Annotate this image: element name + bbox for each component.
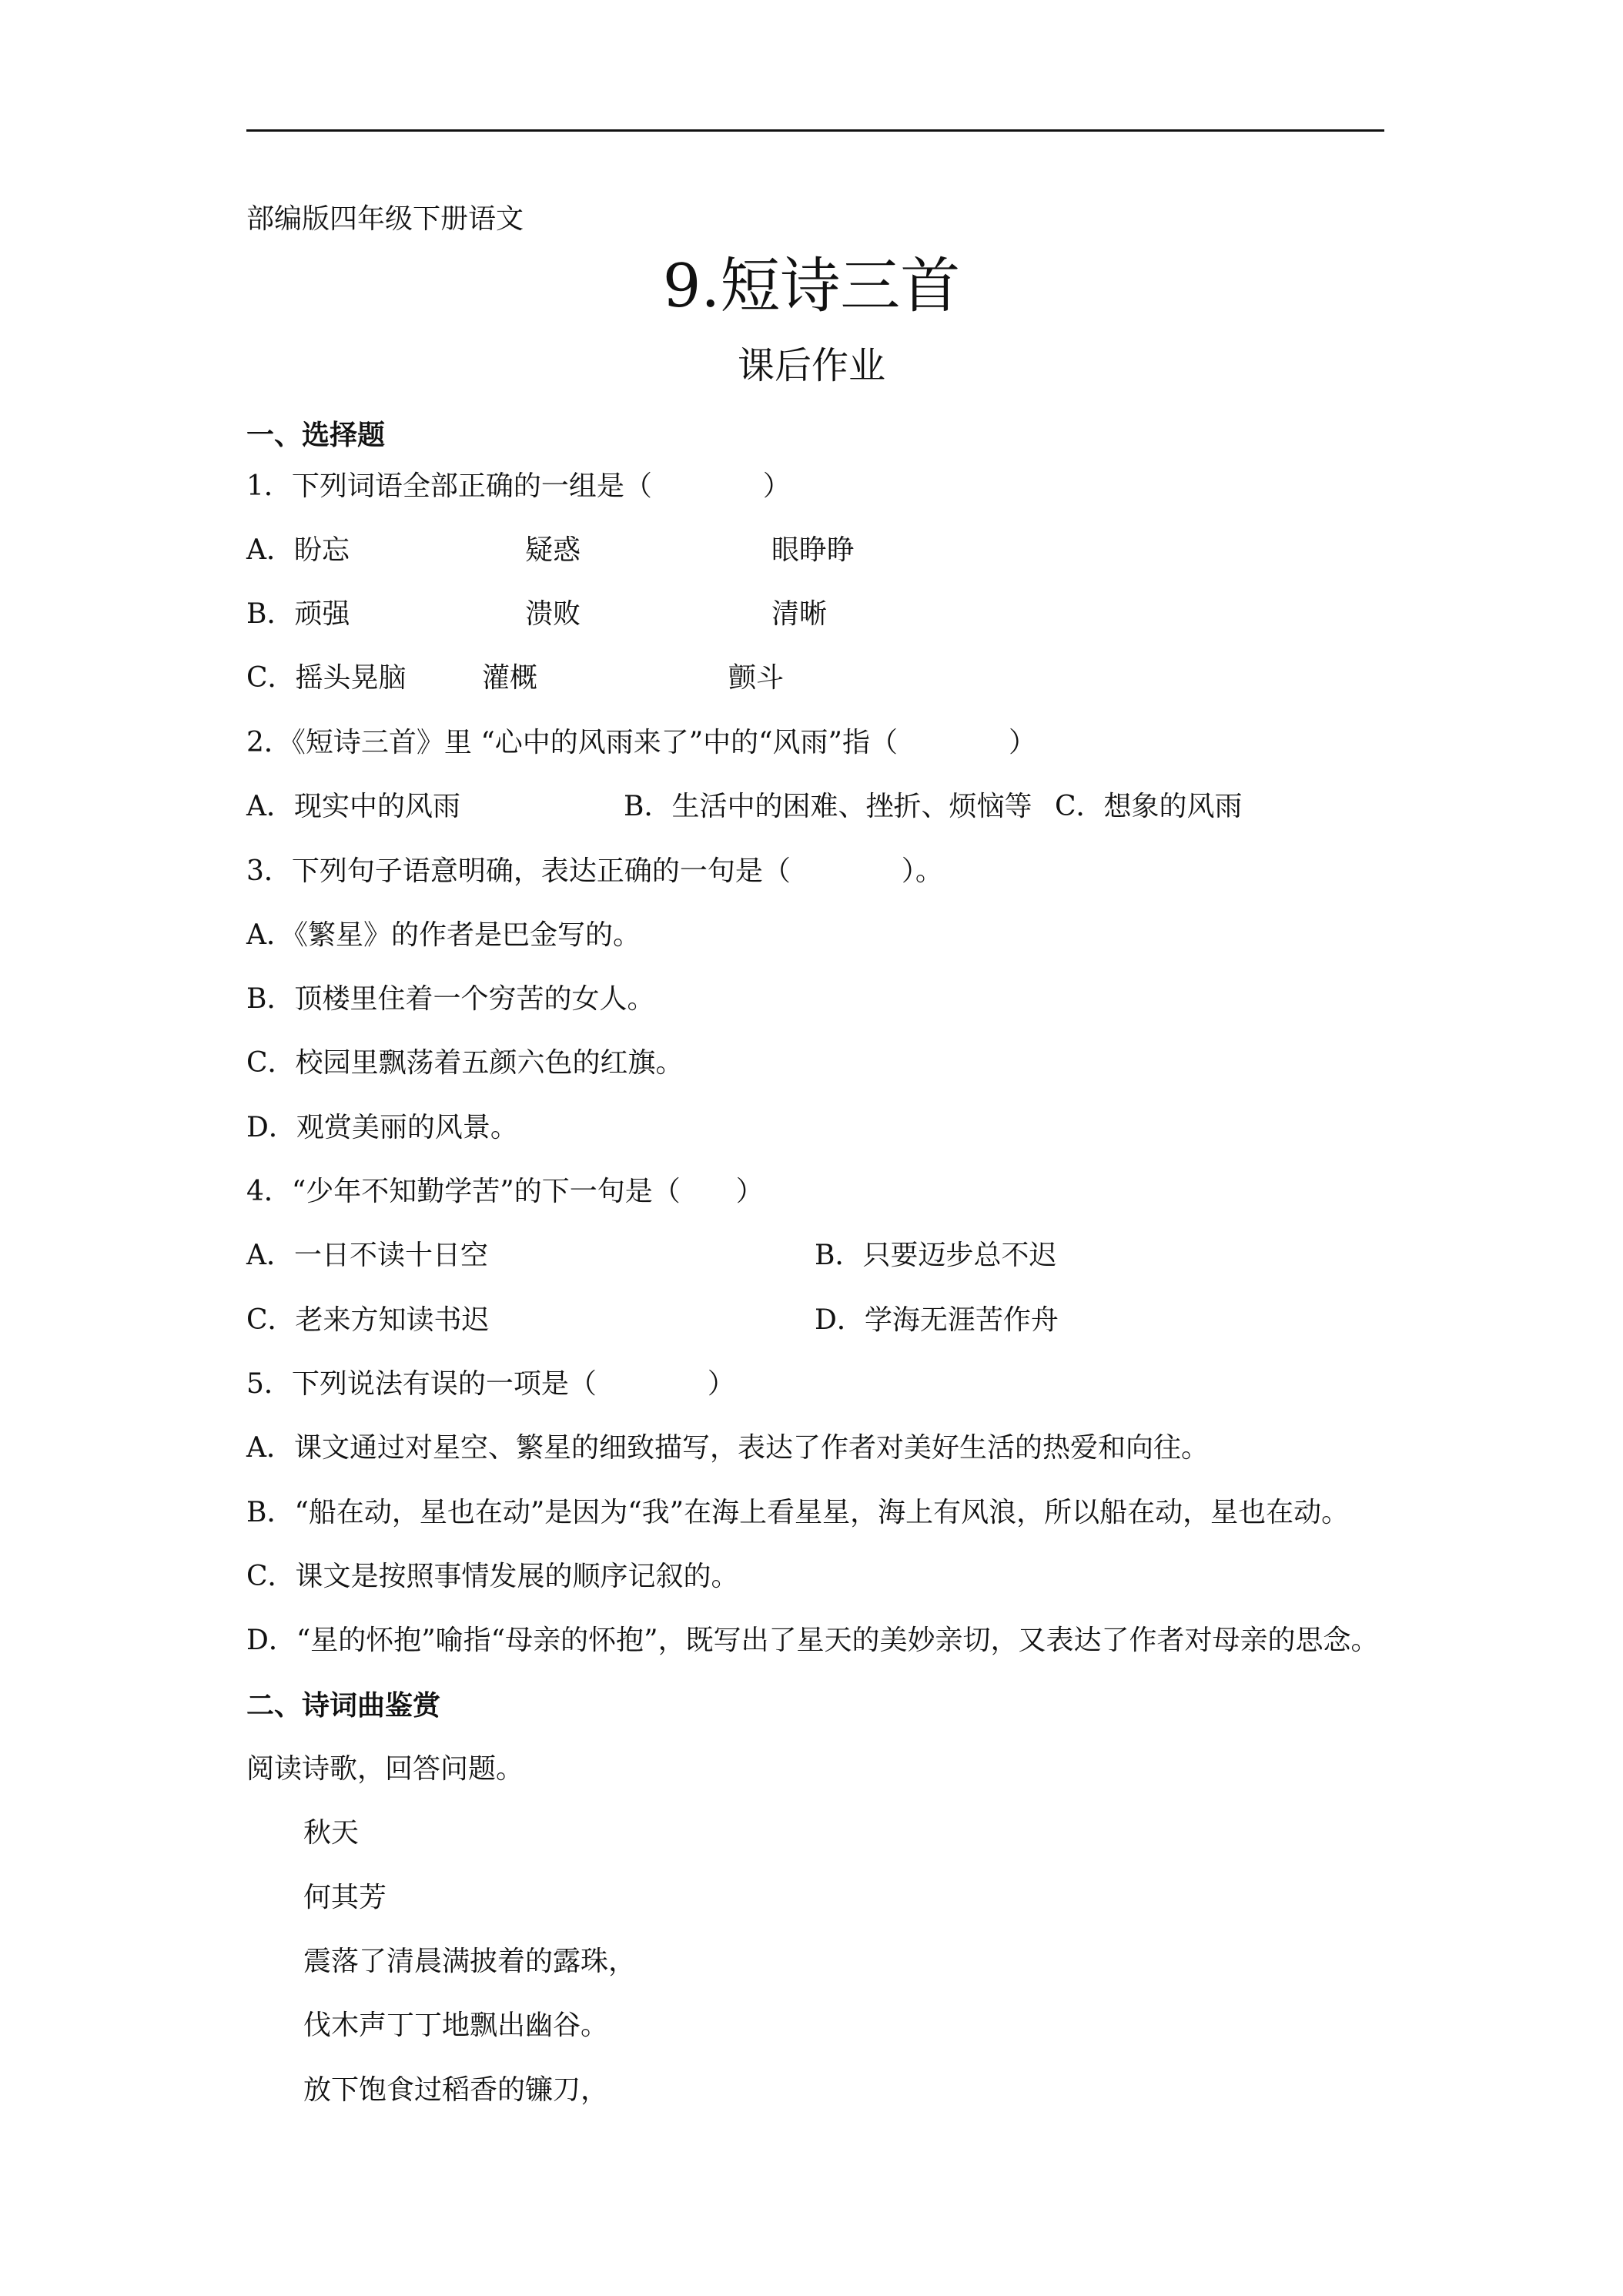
question-5-stem: 5．下列说法有误的一项是（ ）	[246, 1368, 735, 1400]
question-2-stem: 2．《短诗三首》里 “心中的风雨来了”中的“风雨”指（ ）	[246, 727, 1036, 758]
option-label: A．盼忘	[246, 534, 350, 566]
option-label: B．顽强	[246, 598, 350, 630]
section-heading-poetry: 二、诗词曲鉴赏	[246, 1689, 441, 1722]
option-a: A．现实中的风雨	[246, 791, 460, 822]
option-word: 溃败	[525, 598, 581, 630]
section-heading-choice: 一、选择题	[246, 419, 386, 451]
option-word: 清晰	[771, 598, 828, 630]
question-3-option-b: B．顶楼里住着一个穷苦的女人。	[246, 983, 655, 1015]
question-4-options-row-2	[246, 1301, 1324, 1340]
question-2-options	[246, 788, 1386, 826]
question-3-stem: 3．下列句子语意明确，表达正确的一句是（ ）。	[246, 855, 943, 887]
option-word: 眼睁睁	[771, 534, 855, 566]
reading-instruction: 阅读诗歌，回答问题。	[246, 1753, 524, 1785]
question-1-option-a	[246, 531, 1324, 570]
option-c: C．想象的风雨	[1055, 791, 1243, 822]
poem-line: 震落了清晨满披着的露珠，	[303, 1946, 637, 1977]
question-5-option-d: D．“星的怀抱”喻指“母亲的怀抱”，既写出了星天的美妙亲切，又表达了作者对母亲的思念。	[246, 1625, 1379, 1656]
option-a: A．一日不读十日空	[246, 1240, 488, 1271]
poem-title: 秋天	[303, 1817, 360, 1849]
poem-line: 放下饱食过稻香的镰刀，	[303, 2074, 609, 2106]
poem-line: 伐木声丁丁地飘出幽谷。	[303, 2010, 609, 2041]
subject-label: 部编版四年级下册语文	[246, 203, 524, 235]
option-d: D．学海无涯苦作舟	[815, 1304, 1059, 1336]
question-5-option-c: C．课文是按照事情发展的顺序记叙的。	[246, 1561, 739, 1592]
poem-author: 何其芳	[303, 1882, 387, 1913]
option-label: C．摇头晃脑	[246, 662, 407, 694]
question-5-option-b: B．“船在动，星也在动”是因为“我”在海上看星星，海上有风浪，所以船在动，星也在动。	[246, 1497, 1350, 1528]
option-b: B．生活中的困难、挫折、烦恼等	[624, 791, 1032, 822]
question-5-option-a: A．课文通过对星空、繁星的细致描写，表达了作者对美好生活的热爱和向往。	[246, 1432, 1209, 1464]
option-b: B．只要迈步总不迟	[815, 1240, 1057, 1271]
question-3-option-a: A．《繁星》的作者是巴金写的。	[246, 919, 641, 951]
question-4-stem: 4．“少年不知勤学苦”的下一句是（ ）	[246, 1176, 764, 1207]
question-3-option-c: C．校园里飘荡着五颜六色的红旗。	[246, 1047, 684, 1079]
question-1-stem: 1．下列词语全部正确的一组是（ ）	[246, 470, 791, 502]
question-4-options-row-1	[246, 1237, 1324, 1275]
page-title: 9.短诗三首	[662, 252, 961, 321]
option-word: 疑惑	[525, 534, 581, 566]
header-rule	[246, 129, 1384, 132]
option-word: 灌概	[482, 662, 538, 694]
question-1-option-c	[246, 659, 1324, 698]
option-c: C．老来方知读书迟	[246, 1304, 490, 1336]
page-subtitle: 课后作业	[737, 344, 885, 387]
option-word: 颤斗	[728, 662, 785, 694]
question-1-option-b	[246, 595, 1324, 634]
question-3-option-d: D．观赏美丽的风景。	[246, 1112, 518, 1143]
